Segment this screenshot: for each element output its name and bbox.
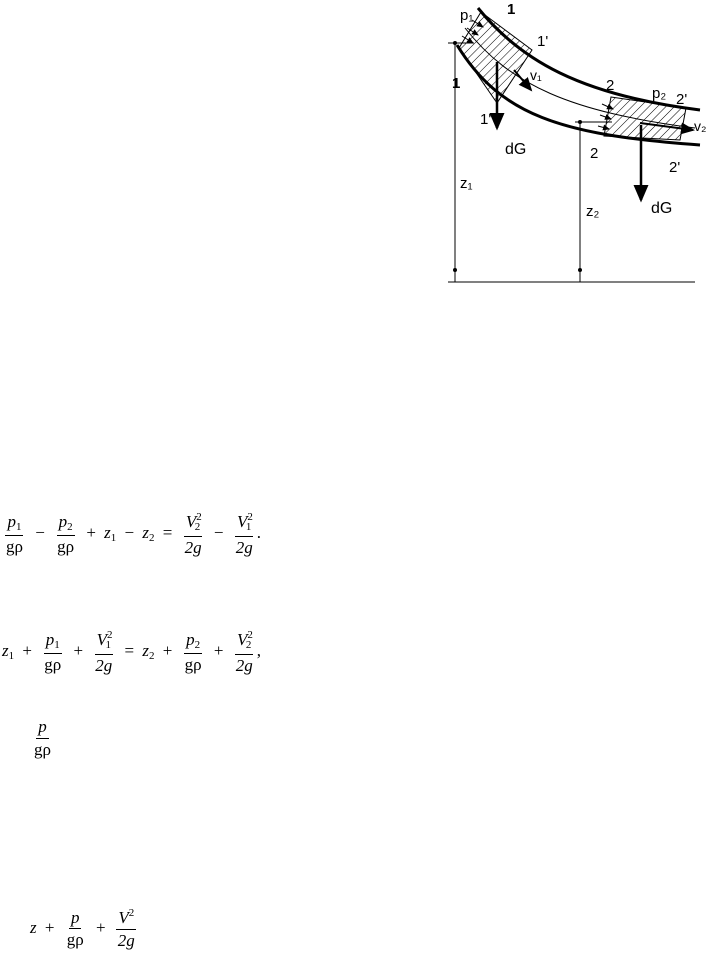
- label-p1: p₁: [460, 7, 474, 24]
- label-dG-2: dG: [651, 200, 673, 217]
- label-section-2prime-bottom: 2': [669, 159, 681, 176]
- label-section-1-left: 1: [452, 75, 461, 92]
- label-section-1prime-top: 1': [537, 33, 549, 50]
- equation-4: z + $\frac{p}{g\rho}$ + $\frac{V^2}{2g}$: [30, 907, 135, 950]
- label-z1: z₁: [460, 175, 473, 192]
- label-z2: z₂: [586, 203, 600, 220]
- label-section-1-top: 1: [507, 1, 516, 18]
- label-v2: v₂: [694, 118, 707, 134]
- hatched-element-2: [604, 97, 686, 140]
- label-section-1prime-bottom: 1': [480, 111, 492, 128]
- label-section-2-bottom: 2: [590, 145, 599, 162]
- streamtube-diagram: [440, 0, 709, 300]
- equation-1: $\frac{p_1}{g\rho}$ − $\frac{p_2}{g\rho}$ + $z_1 - z_2$ = $\frac{V^2_2}{2g}$ − $\frac{V^2_1}{2g}$ .: [6, 511, 261, 557]
- label-p2: p₂: [652, 85, 667, 102]
- label-dG-1: dG: [505, 141, 527, 158]
- equation-3: $\frac{p}{g\rho}$: [34, 717, 51, 759]
- label-section-2-top: 2: [606, 77, 615, 94]
- label-section-2prime-top: 2': [676, 91, 688, 108]
- label-v1: v₁: [530, 67, 542, 83]
- equation-2: $z_1$ + $\frac{p_1}{g\rho}$ + $\frac{V^2_1}{2g}$ = $z_2$ + $\frac{p_2}{g\rho}$ + $\frac{V^2_2}{2g}$ ,: [2, 629, 261, 675]
- hatched-element-1: [459, 12, 532, 103]
